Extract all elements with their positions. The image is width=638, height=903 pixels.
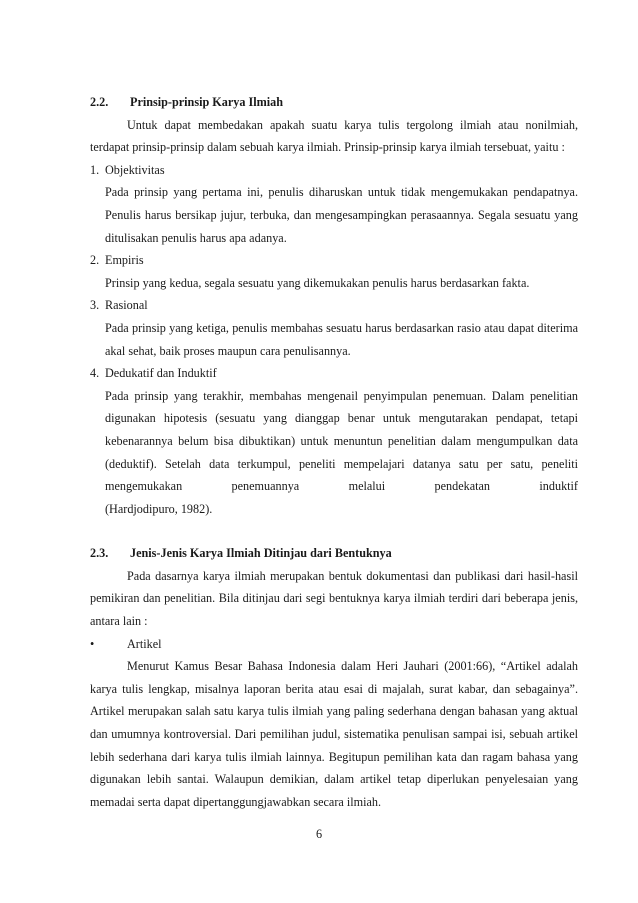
list-marker: 1. — [90, 162, 100, 177]
section-intro: Untuk dapat membedakan apakah suatu karya tulis tergolong ilmiah atau nonilmiah, terdapat prinsip-prinsip dalam sebuah karya ilmiah. Prinsip-prinsip karya ilmiah tersebuat, yaitu : — [90, 117, 578, 155]
principle-item-3 — [90, 294, 578, 362]
page-number: 6 — [315, 827, 323, 841]
artikel-body: Menurut Kamus Besar Bahasa Indonesia dalam Heri Jauhari (2001:66), “Artikel adalah karya tulis lengkap, misalnya laporan berita atau esai di majalah, surat kabar, dan sebagainya”. Artikel merupakan salah satu karya tulis ilmiah yang paling sederhana dengan bahasan yang aktual dan umumnya kontroversial. Dari pemilihan judul, sistematika penulisan sampai isi, sebuah artikel lebih sederhana dari karya tulis ilmiah lainnya. Begitupun pemilihan kata dan ragam bahasa yang digunakan lebih santai. Walaupun demikian, dalam artikel tetap diperlukan penyelesaian yang memadai serta dapat dipertanggungjawabkan secara ilmiah. — [90, 659, 578, 809]
bullet-label: Artikel — [127, 636, 162, 651]
bullet-icon: • — [90, 636, 95, 651]
list-marker: 3. — [90, 298, 100, 313]
section-title: Jenis-Jenis Karya Ilmiah Ditinjau dari Bentuknya — [130, 546, 392, 561]
principle-body: Pada prinsip yang pertama ini, penulis diharuskan untuk tidak mengemukakan pendapatnya. Penulis harus bersikap jujur, terbuka, dan mengesampingkan perasaannya. Segala sesuatu yang ditulisakan penulis harus apa adanya. — [105, 185, 578, 245]
principle-item-1 — [90, 159, 578, 249]
document-page — [90, 91, 578, 813]
section-number: 2.2. — [90, 95, 109, 109]
section-heading-2-3 — [90, 542, 578, 565]
principle-label: Empiris — [105, 253, 144, 268]
principle-label: Dedukatif dan Induktif — [105, 366, 217, 381]
principle-body: Pada prinsip yang terakhir, membahas mengenail penyimpulan penemuan. Dalam penelitian digunakan hipotesis (sesuatu yang dianggap benar untuk mengutarakan pendapat, tetapi kebenarannya belum bisa dibuktikan) untuk menuntun penelitian dalam mengumpulkan data (deduktif). Setelah data terkumpul, peneliti mempelajari datanya satu per satu, peneliti mengemukakan penemuannya melalui pendekatan induktif — [105, 388, 578, 494]
principle-label: Rasional — [105, 298, 148, 313]
principle-body: Prinsip yang kedua, segala sesuatu yang dikemukakan penulis harus berdasarkan fakta. — [105, 275, 530, 290]
principle-body: Pada prinsip yang ketiga, penulis membahas sesuatu harus berdasarkan rasio atau dapat diterima akal sehat, baik proses maupun cara penulisannya. — [105, 320, 578, 358]
principle-citation: (Hardjodipuro, 1982). — [105, 501, 213, 516]
list-marker: 2. — [90, 253, 100, 268]
principle-item-4 — [90, 362, 578, 520]
section-heading-2-2 — [90, 91, 578, 114]
bullet-item-artikel — [90, 633, 578, 656]
section-title: Prinsip-prinsip Karya Ilmiah — [130, 95, 284, 109]
principle-label: Objektivitas — [105, 162, 165, 177]
section-number: 2.3. — [90, 546, 109, 561]
principle-item-2 — [90, 249, 578, 294]
list-marker: 4. — [90, 366, 100, 381]
section-intro: Pada dasarnya karya ilmiah merupakan bentuk dokumentasi dan publikasi dari hasil-hasil pemikiran dan penelitian. Bila ditinjau dari segi bentuknya karya ilmiah terdiri dari beberapa jenis, antara lain : — [90, 568, 578, 629]
